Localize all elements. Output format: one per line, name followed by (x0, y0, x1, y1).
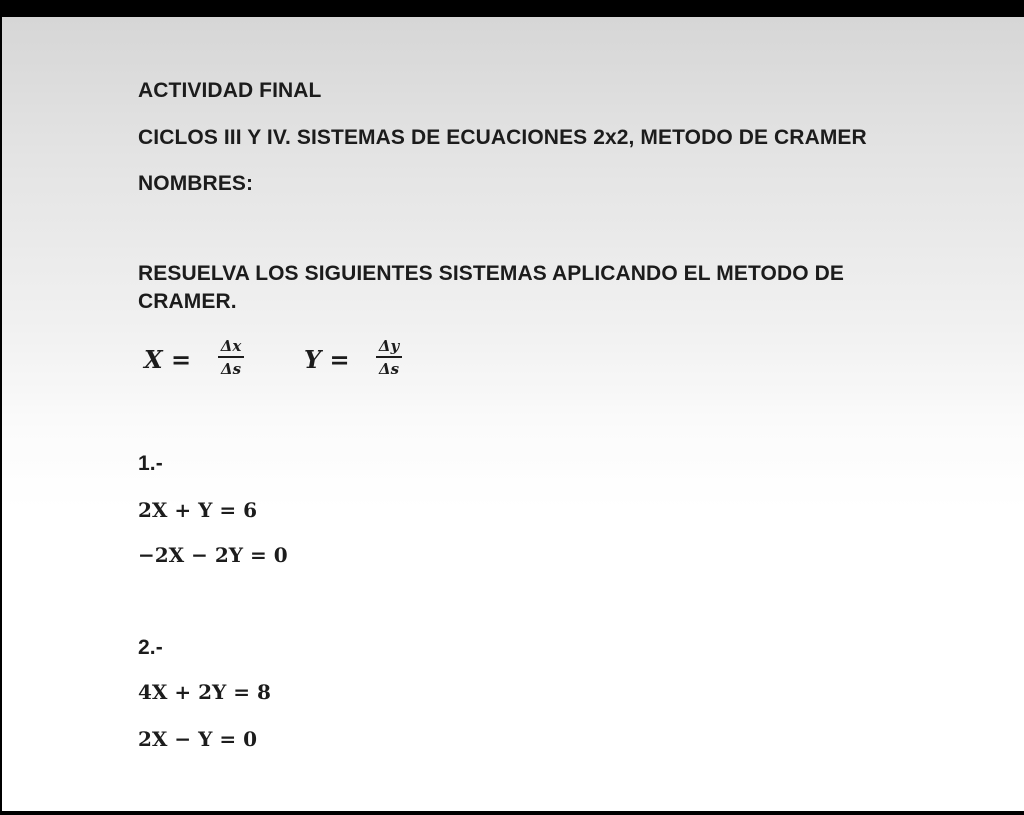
instruction-line-2: CRAMER. (138, 290, 237, 313)
problem-2-equation-2: 2X − Y = 0 (138, 727, 257, 751)
formula-y-lhs: Y = (304, 345, 350, 374)
problem-2-equation-1: 4X + 2Y = 8 (138, 680, 271, 704)
formula-y-fraction (376, 338, 402, 377)
document-page (2, 17, 1024, 811)
instruction-line-1: RESUELVA LOS SIGUIENTES SISTEMAS APLICANDO EL METODO DE (138, 262, 844, 285)
problem-1-number: 1.- (138, 452, 163, 475)
formula-x-fraction (218, 338, 244, 377)
document-subtitle: CICLOS III Y IV. SISTEMAS DE ECUACIONES 2x2, METODO DE CRAMER (138, 126, 867, 149)
problem-2-number: 2.- (138, 636, 163, 659)
names-label: NOMBRES: (138, 172, 254, 195)
document-title: ACTIVIDAD FINAL (138, 79, 322, 102)
formula-x-lhs: X = (144, 345, 192, 374)
problem-1-equation-1: 2X + Y = 6 (138, 498, 257, 522)
formula-y-numerator: Δy (378, 337, 400, 355)
formula-x-denominator: Δs (220, 359, 242, 378)
formula-x-numerator: Δx (220, 337, 242, 355)
fraction-bar (376, 356, 402, 358)
problem-1-equation-2: −2X − 2Y = 0 (138, 543, 288, 567)
fraction-bar (218, 356, 244, 358)
formula-y-denominator: Δs (378, 359, 400, 378)
